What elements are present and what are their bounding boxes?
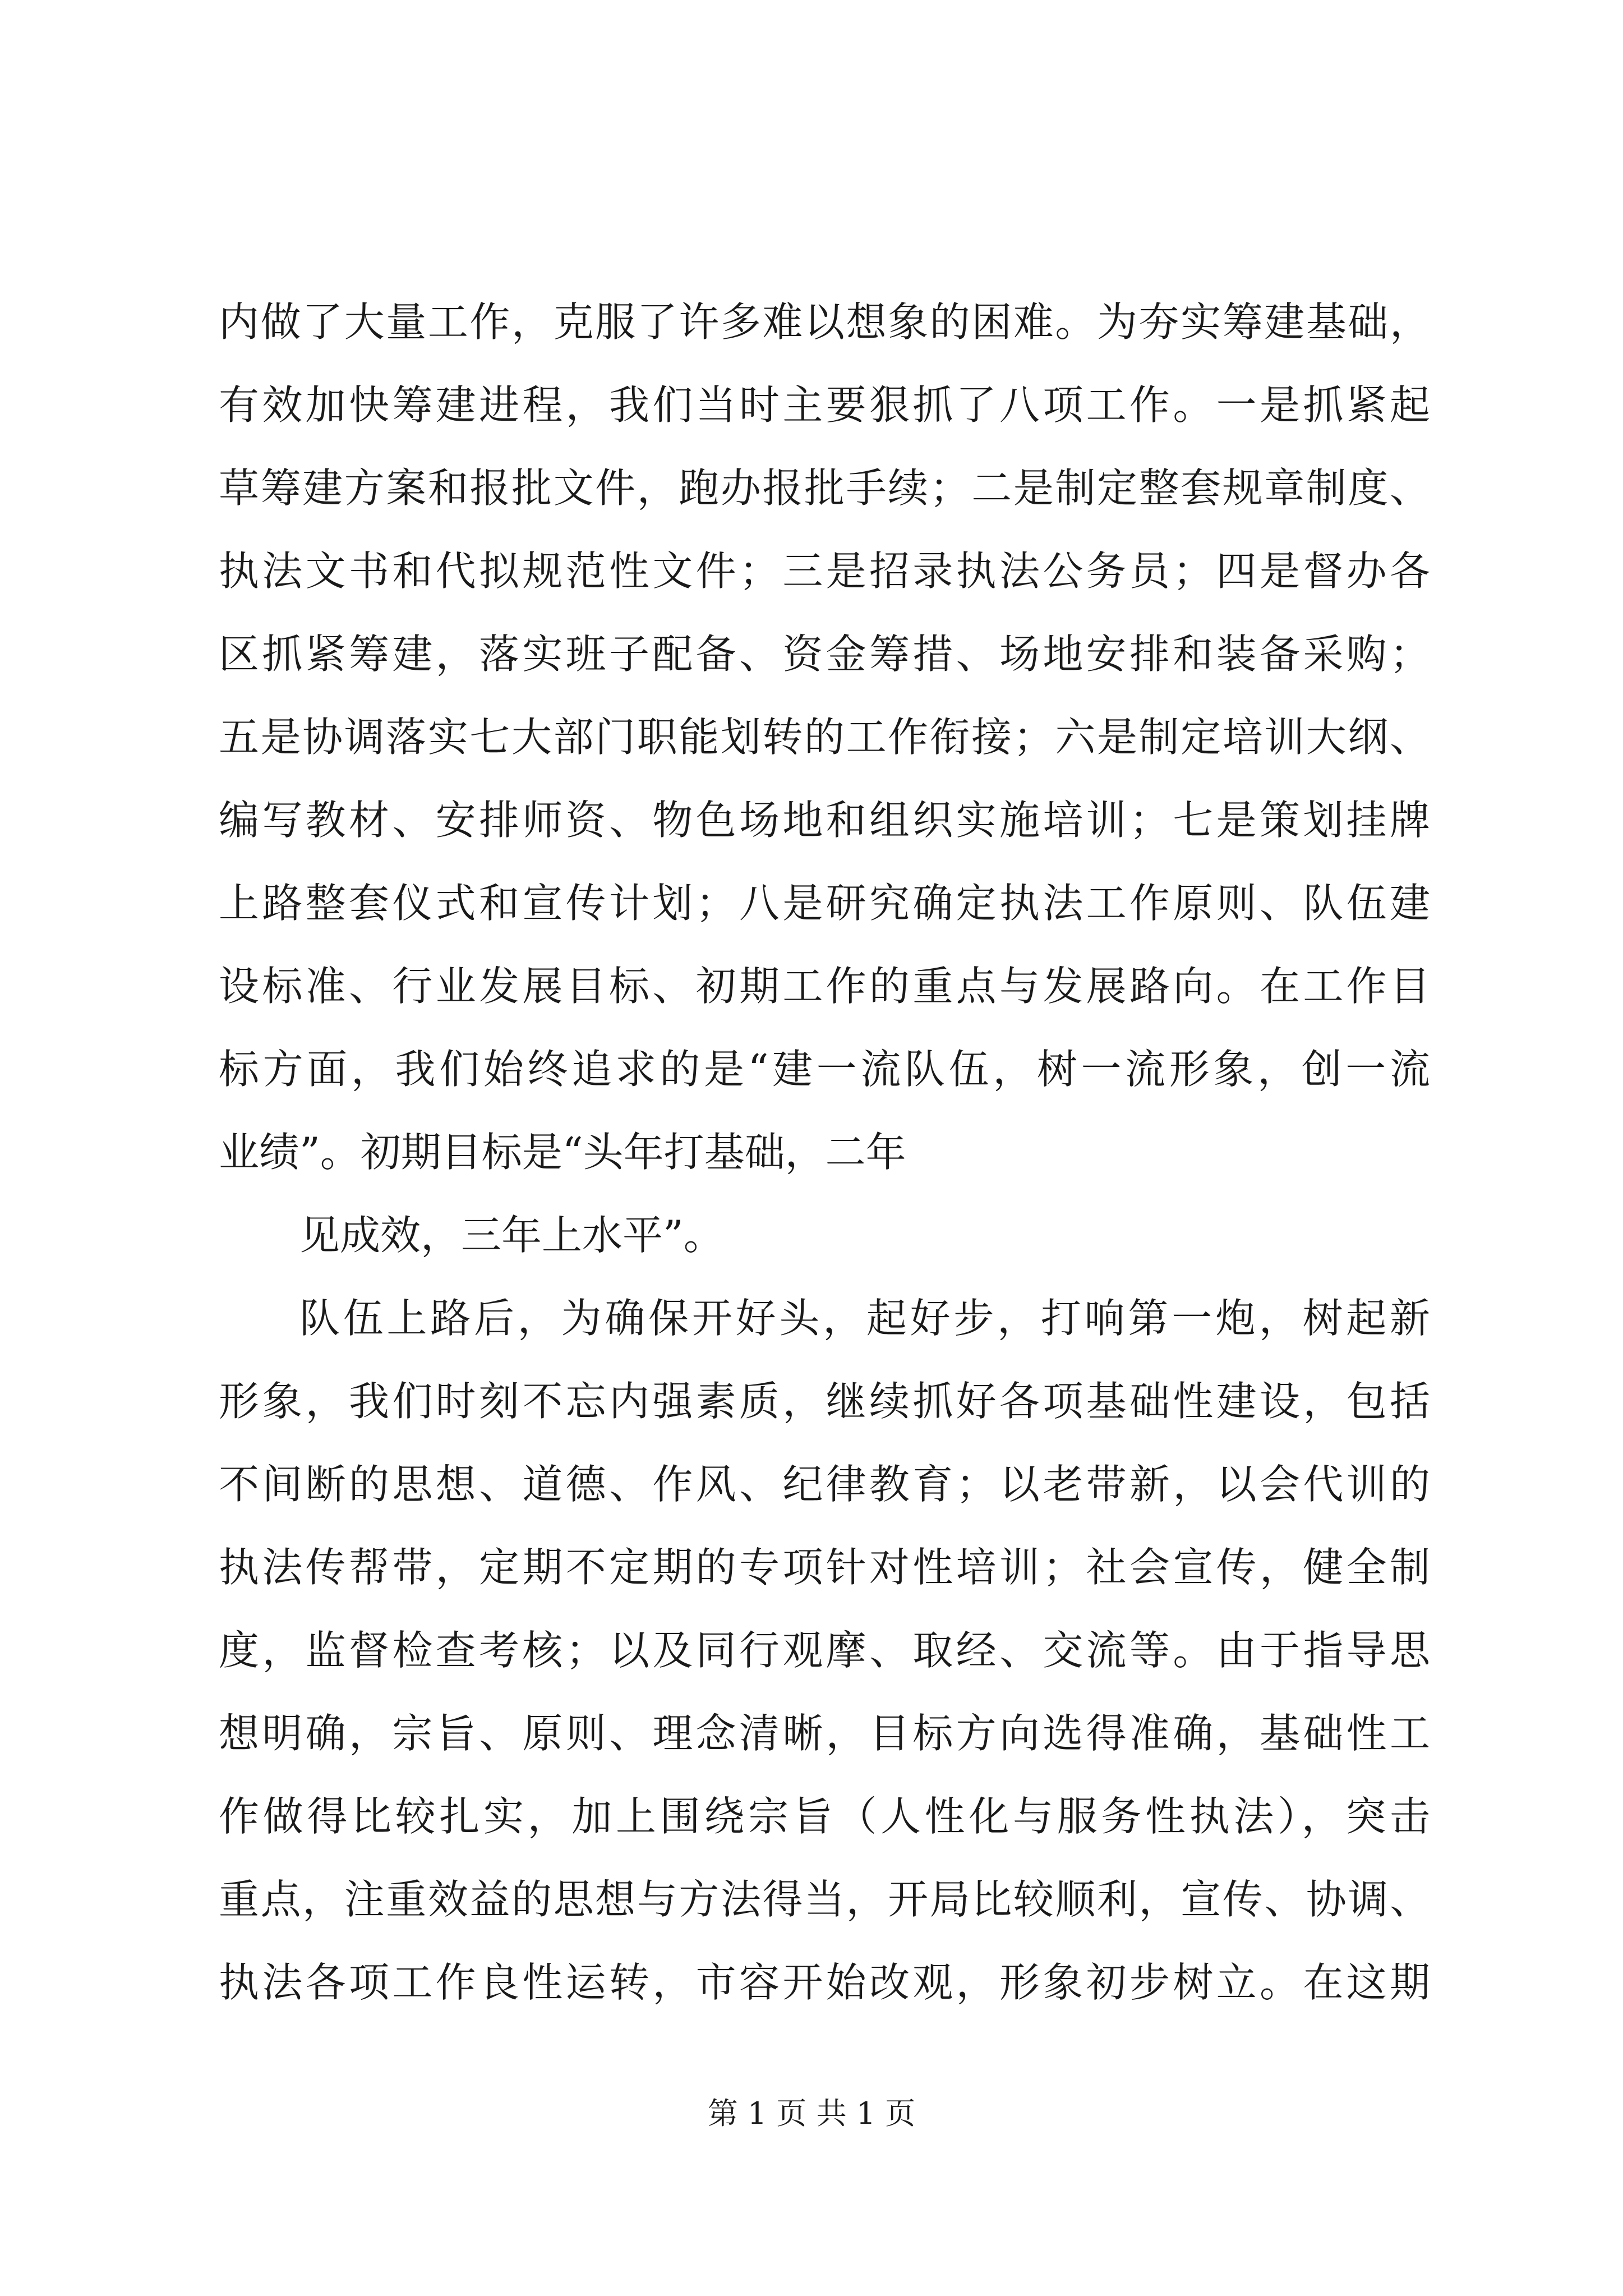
text-line: 有效加快筹建进程，我们当时主要狠抓了八项工作。一是抓紧起 <box>219 381 1430 429</box>
text-line: 形象，我们时刻不忘内强素质，继续抓好各项基础性建设，包括 <box>219 1378 1430 1425</box>
text-line: 作做得比较扎实，加上围绕宗旨（人性化与服务性执法），突击 <box>219 1793 1430 1840</box>
text-line: 重点，注重效益的思想与方法得当，开局比较顺利，宣传、协调、 <box>219 1876 1430 1923</box>
text-line: 设标准、行业发展目标、初期工作的重点与发展路向。在工作目 <box>219 963 1430 1010</box>
body-text <box>219 280 1430 2024</box>
text-line: 执法传帮带，定期不定期的专项针对性培训；社会宣传，健全制 <box>219 1544 1430 1591</box>
page-footer: 第 1 页 共 1 页 <box>707 2096 916 2131</box>
text-line: 内做了大量工作，克服了许多难以想象的困难。为夯实筹建基础， <box>219 298 1430 346</box>
text-line: 执法文书和代拟规范性文件；三是招录执法公务员；四是督办各 <box>219 547 1430 595</box>
text-line: 见成效，三年上水平”。 <box>299 1212 724 1259</box>
text-line: 上路整套仪式和宣传计划；八是研究确定执法工作原则、队伍建 <box>219 880 1430 927</box>
text-line: 五是协调落实七大部门职能划转的工作衔接；六是制定培训大纲、 <box>219 714 1430 761</box>
text-line: 业绩”。初期目标是“头年打基础，二年 <box>219 1129 906 1176</box>
paragraph-start-line: 队伍上路后，为确保开好头，起好步，打响第一炮，树起新 <box>299 1295 1430 1342</box>
text-line: 草筹建方案和报批文件，跑办报批手续；二是制定整套规章制度、 <box>219 464 1430 512</box>
text-line: 标方面，我们始终追求的是“建一流队伍，树一流形象，创一流 <box>219 1046 1430 1093</box>
text-line: 度，监督检查考核；以及同行观摩、取经、交流等。由于指导思 <box>219 1627 1430 1674</box>
text-line: 不间断的思想、道德、作风、纪律教育；以老带新，以会代训的 <box>219 1461 1430 1508</box>
text-line: 区抓紧筹建，落实班子配备、资金筹措、场地安排和装备采购； <box>219 631 1430 678</box>
text-line: 编写教材、安排师资、物色场地和组织实施培训；七是策划挂牌 <box>219 797 1430 844</box>
text-line: 想明确，宗旨、原则、理念清晰，目标方向选得准确，基础性工 <box>219 1710 1430 1757</box>
text-line: 执法各项工作良性运转，市容开始改观，形象初步树立。在这期 <box>219 1959 1430 2006</box>
